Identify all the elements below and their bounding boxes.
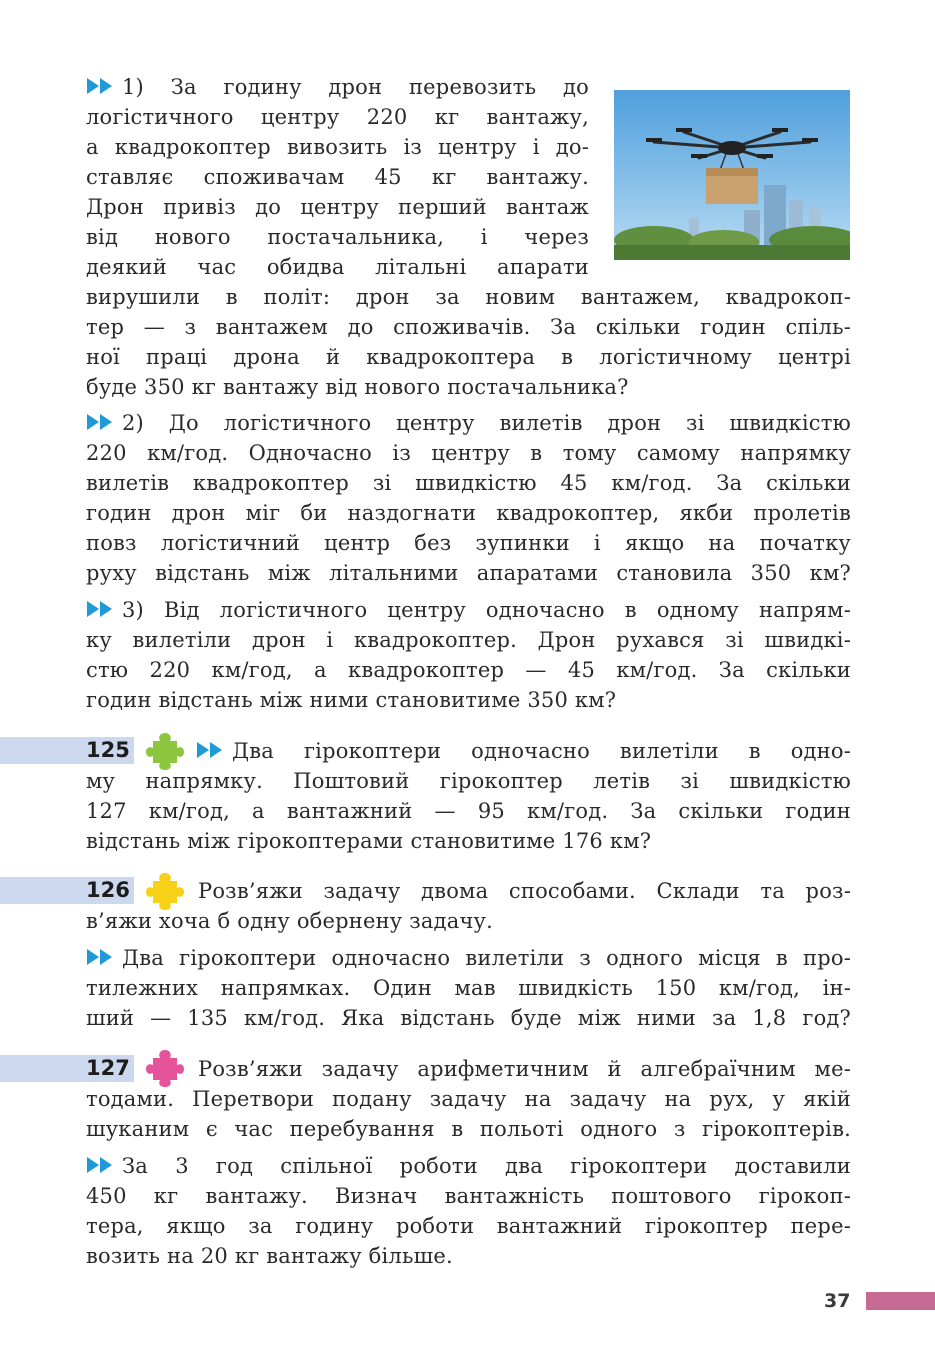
text-line: 450 кг вантажу. Визнач вантажність поштового гірокоп- xyxy=(86,1184,851,1208)
text-line: годин дрон міг би наздогнати квадрокоптер, якби пролетів xyxy=(86,501,851,525)
text-line: буде 350 кг вантажу від нового постачальника? xyxy=(86,375,629,399)
text-line: повз логістичний центр без зупинки і якщо на початку xyxy=(86,531,851,555)
text-line: Дрон привіз до центру перший вантаж xyxy=(86,195,589,219)
problem-number-127: 127 xyxy=(86,1056,130,1080)
text-line: возить на 20 кг вантажу більше. xyxy=(86,1244,453,1268)
text-line: а квадрокоптер вивозить із центру і до- xyxy=(86,135,589,159)
text-line: деякий час обидва літальні апарати xyxy=(86,255,589,279)
text-line: 3) Від логістичного центру одночасно в одному напрям- xyxy=(86,595,851,625)
double-arrow-icon xyxy=(196,741,226,759)
text-line: 220 км/год. Одночасно із центру в тому самому напрямку xyxy=(86,441,851,465)
problem-number-126: 126 xyxy=(86,878,130,902)
text-line: шуканим є час перебування в польоті одного з гірокоптерів. xyxy=(86,1117,851,1141)
text-line: від нового постачальника, і через xyxy=(86,225,589,249)
text-line: вирушили в політ: дрон за новим вантажем, квадрокоп- xyxy=(86,285,851,309)
text-line: годин відстань між ними становитиме 350 км? xyxy=(86,688,617,712)
text-line: Два гірокоптери одночасно вилетіли з одного місця в про- xyxy=(86,943,851,973)
text-line: 127 км/год, а вантажний — 95 км/год. За скільки годин xyxy=(86,799,851,823)
text-line: вилетів квадрокоптер зі швидкістю 45 км/год. За скільки xyxy=(86,471,851,495)
problem-125 xyxy=(86,736,851,856)
problem-126-task xyxy=(86,943,851,1033)
text-line: 2) До логістичного центру вилетів дрон зі швидкістю xyxy=(86,408,851,438)
text-line: ної праці дрона й квадрокоптера в логістичному центрі xyxy=(86,345,851,369)
text-line: ставляє споживачам 45 кг вантажу. xyxy=(86,165,589,189)
problem-124-part-2 xyxy=(86,408,851,588)
text-line: в’яжи хоча б одну обернену задачу. xyxy=(86,909,493,933)
text-line: Два гірокоптери одночасно вилетіли в одно- xyxy=(196,736,851,766)
text-line: 1) За годину дрон перевозить до xyxy=(86,72,589,102)
problem-124-part-3 xyxy=(86,595,851,715)
text-line: Розв’яжи задачу двома способами. Склади та роз- xyxy=(198,879,851,903)
double-arrow-icon xyxy=(86,77,116,95)
text-line: руху відстань між літальними апаратами становила 350 км? xyxy=(86,561,851,585)
text-line: відстань між гірокоптерами становитиме 176 км? xyxy=(86,829,652,853)
problem-126-instruction xyxy=(86,876,851,936)
problem-124-part-1 xyxy=(86,72,851,402)
text-line: ку вилетіли дрон і квадрокоптер. Дрон рухався зі швидкі- xyxy=(86,628,851,652)
text-line: стю 220 км/год, а квадрокоптер — 45 км/год. За скільки xyxy=(86,658,851,682)
page-number: 37 xyxy=(824,1290,851,1312)
text-line: ший — 135 км/год. Яка відстань буде між ними за 1,8 год? xyxy=(86,1006,851,1030)
problem-number-125: 125 xyxy=(86,738,130,762)
page-number-bar xyxy=(866,1292,935,1310)
text-line: Розв’яжи задачу арифметичним й алгебраїчним ме- xyxy=(198,1057,851,1081)
text-line: логістичного центру 220 кг вантажу, xyxy=(86,105,589,129)
double-arrow-icon xyxy=(86,1156,116,1174)
text-line: тер — з вантажем до споживачів. За скільки годин спіль- xyxy=(86,315,851,339)
problem-127-task xyxy=(86,1151,851,1271)
text-line: За 3 год спільної роботи два гірокоптери доставили xyxy=(86,1151,851,1181)
text-line: тилежних напрямках. Один мав швидкість 150 км/год, ін- xyxy=(86,976,851,1000)
double-arrow-icon xyxy=(86,413,116,431)
text-line: тодами. Перетвори подану задачу на задачу на рух, у якій xyxy=(86,1087,851,1111)
text-line: му напрямку. Поштовий гірокоптер летів зі швидкістю xyxy=(86,769,851,793)
text-line: тера, якщо за годину роботи вантажний гірокоптер пере- xyxy=(86,1214,851,1238)
double-arrow-icon xyxy=(86,948,116,966)
double-arrow-icon xyxy=(86,600,116,618)
problem-127-instruction xyxy=(86,1054,851,1144)
